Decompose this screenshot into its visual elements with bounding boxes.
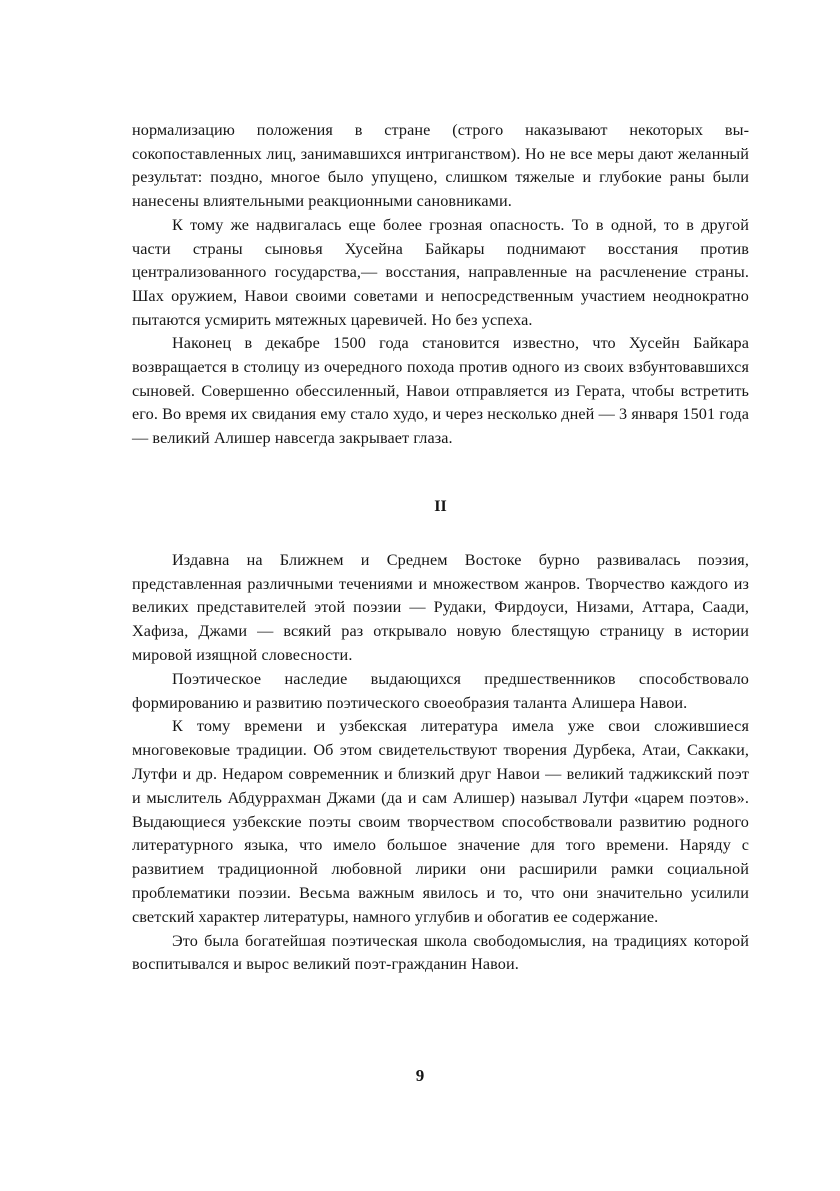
paragraph: Это была богатейшая поэтическая школа свободомыслия, на традициях которой воспитывался и вырос великий поэт-гражданин Навои.: [132, 931, 749, 974]
paragraph: Наконец в декабре 1500 года становится известно, что Хусейн Байкара возвращается в столицу из очередного похода против одного из своих взбунтовавшихся сыновей. Совершенно обессиленный, Навои отправляется из Герата, чтобы встретить его. Во время их свидания ему стало худо, и через несколько дней — 3 января 1501 года — великий Алишер навсегда закрывает глаза.: [132, 334, 749, 448]
section-heading: II: [434, 497, 447, 515]
section-one: [132, 119, 749, 451]
paragraph-continuation: нормализацию положения в стране (строго наказывают некоторых высокопоставленных лиц, занимавшихся интриганством). Но не все меры дают желанный результат: поздно, многое было упущено, слишком тяжелые и глубокие раны были нанесены влиятельными реакционными сановниками.: [132, 121, 749, 211]
paragraph: Поэтическое наследие выдающихся предшественников способствовало формированию и развитию поэтического своеобразия таланта Алишера Навои.: [132, 669, 749, 712]
paragraph: К тому времени и узбекская литература имела уже свои сложившиеся многовековые традиции. Об этом свидетельствуют творения Дурбека, Атаи, Саккаки, Лутфи и др. Недаром современник и близкий друг Навои — великий таджикский поэт и мыслитель Абдуррахман Джами (да и сам Алишер) называл Лутфи «царем поэтов». Выдающиеся узбекские поэты своим творчеством способствовали развитию родного литературного языка, что имело большое значение для того времени. Наряду с развитием традиционной любовной лирики они расширили рамки социальной проблематики поэзии. Весьма важным явилось и то, что они значительно усилили светский характер литературы, намного углубив и обогатив ее содержание.: [132, 717, 749, 926]
page-body: [132, 119, 749, 977]
paragraph: К тому же надвигалась еще более грозная опасность. То в одной, то в другой части страны сыновья Хусейна Байкары поднимают восстания против централизованного государства,— восстания, направленные на расчленение страны. Шах оружием, Навои своими советами и непосредственным участием неоднократно пытаются усмирить мятежных царевичей. Но без успеха.: [132, 215, 749, 329]
page-number: 9: [415, 1066, 425, 1085]
section-two: [132, 549, 749, 977]
paragraph: Издавна на Ближнем и Среднем Востоке бурно развивалась поэзия, представленная различными течениями и множеством жанров. Творчество каждого из великих представителей этой поэзии — Рудаки, Фирдоуси, Низами, Аттара, Саади, Хафиза, Джами — всякий раз открывало новую блестящую страницу в истории мировой изящной словесности.: [132, 550, 749, 665]
